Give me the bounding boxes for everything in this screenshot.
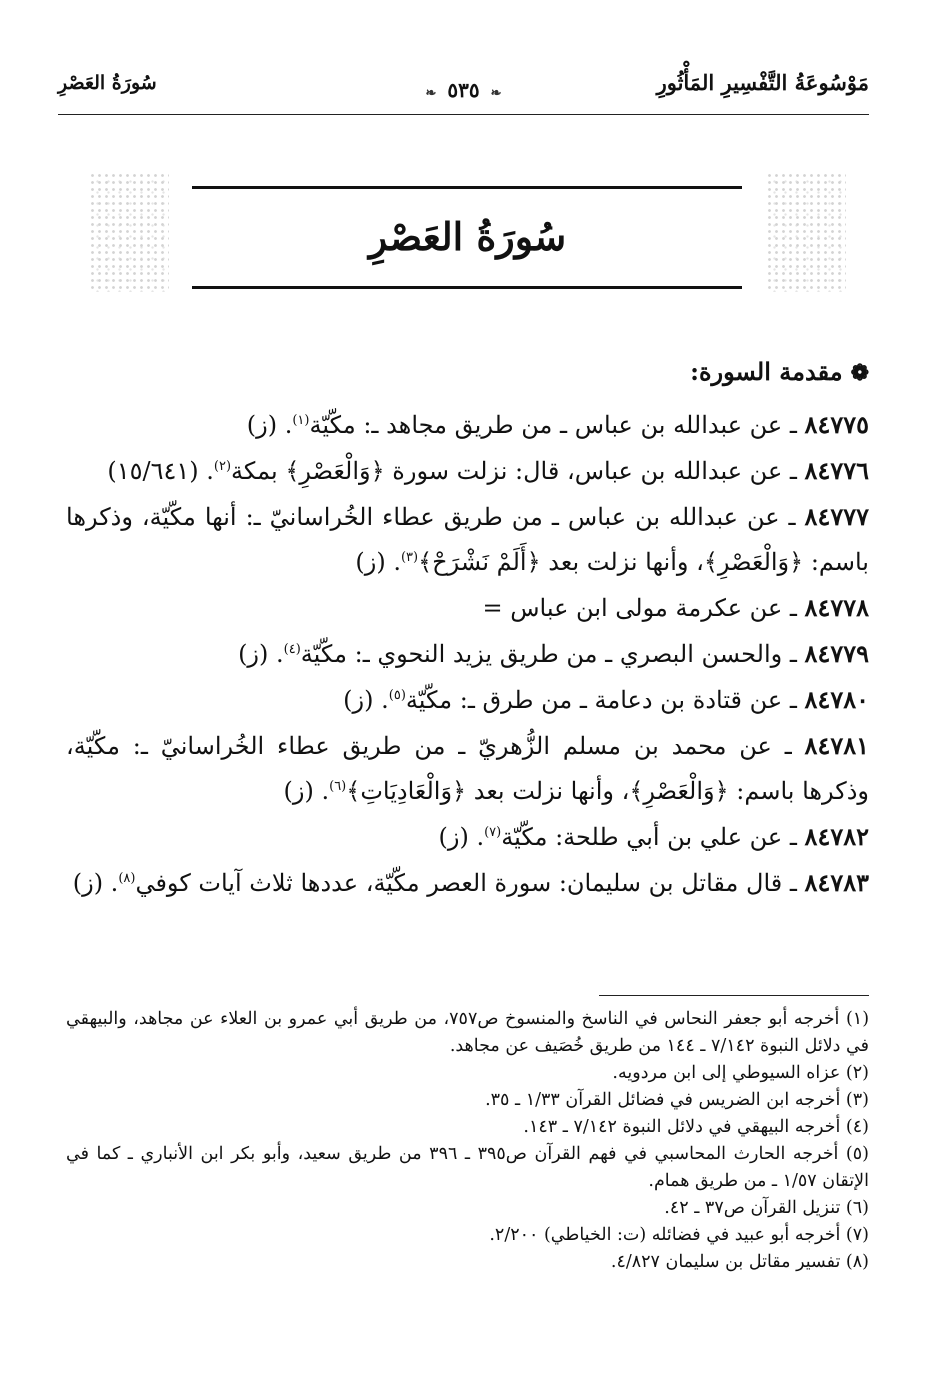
entry-text: ـ عن عبدالله بن عباس، قال: نزلت سورة ﴿وَالْعَصْرِ﴾ بمكة — [231, 457, 805, 485]
section-heading — [690, 357, 869, 386]
entry-suffix: . (ز) — [438, 823, 485, 851]
entry-text: ـ عن محمد بن مسلم الزُّهريّ ـ من طريق عطاء الخُراسانيّ ـ: مكّيّة، وذكرها باسم: ﴿وَالْعَصْرِ﴾، وأنها نزلت بعد ﴿وَالْعَادِيَاتِ﴾ — [66, 732, 869, 805]
entry-number: ٨٤٧٨١ — [804, 731, 869, 760]
footnote: (٤) أخرجه البيهقي في دلائل النبوة ٧/١٤٢ ـ ١٤٣. — [523, 1117, 869, 1137]
entry-number: ٨٤٧٧٨ — [804, 593, 869, 622]
entry-text: ـ عن عبدالله بن عباس ـ من طريق عطاء الخُراسانيّ ـ: أنها مكّيّة، وذكرها باسم: ﴿وَالْعَصْرِ﴾، وأنها نزلت بعد ﴿أَلَمْ نَشْرَحْ﴾ — [66, 503, 869, 576]
surah-title-banner — [85, 172, 850, 302]
footnote: (١) أخرجه أبو جعفر النحاس في الناسخ والمنسوخ ص٧٥٧، من طريق أبي عمرو بن العلاء عن مجاهد، والبيهقي في دلائل النبوة ٧/١٤٢ ـ ١٤٤ من طريق خُصَيف عن مجاهد. — [66, 1009, 870, 1056]
ornament-icon: ❧ — [425, 86, 437, 101]
entry-suffix: . (ز) — [238, 640, 284, 668]
footnote: (٣) أخرجه ابن الضريس في فضائل القرآن ١/٣٣ ـ ٣٥. — [485, 1090, 869, 1110]
entry — [66, 585, 869, 631]
entry-text: ـ والحسن البصري ـ من طريق يزيد النحوي ـ: مكّيّة — [300, 640, 805, 668]
entry-text: ـ عن عبدالله بن عباس ـ من طريق مجاهد ـ: مكّيّة — [309, 411, 805, 439]
entry-suffix: . (ز) — [355, 548, 401, 576]
entry — [66, 723, 869, 814]
footnote-ref: (١) — [292, 413, 310, 428]
footnote-ref: (٢) — [213, 459, 232, 474]
footnote-ref: (٤) — [283, 642, 301, 657]
footnote: (٧) أخرجه أبو عبيد في فضائله (ت: الخياطي) ٢/٢٠٠. — [489, 1225, 869, 1245]
footnote: (٢) عزاه السيوطي إلى ابن مردويه. — [612, 1063, 869, 1083]
entry-text: ـ قال مقاتل بن سليمان: سورة العصر مكّيّة، عددها ثلاث آيات كوفي — [135, 869, 805, 897]
entry — [66, 402, 869, 448]
entry — [66, 448, 869, 494]
running-surah-name: سُورَةُ العَصْرِ — [58, 72, 157, 94]
banner-rule-top — [192, 186, 742, 189]
running-header — [58, 62, 869, 115]
footnotes — [66, 1006, 869, 1276]
footnote-ref: (٦) — [329, 779, 347, 794]
footnote-separator — [599, 995, 869, 996]
entry-suffix: . (١٥/٦٤١) — [107, 457, 214, 485]
entry-number: ٨٤٧٨٠ — [804, 685, 869, 714]
section-heading-text: مقدمة السورة: — [690, 357, 843, 386]
footnote: (٥) أخرجه الحارث المحاسبي في فهم القرآن ص٣٩٥ ـ ٣٩٦ من طريق سعيد، وأبو بكر ابن الأنباري ـ كما في الإتقان ١/٥٧ ـ من طريق همام. — [66, 1144, 869, 1191]
entry-suffix: . (ز) — [343, 686, 389, 714]
footnote: (٦) تنزيل القرآن ص٣٧ ـ ٤٢. — [664, 1198, 869, 1218]
entries-list — [66, 402, 869, 906]
banner-rule-bottom — [192, 286, 742, 289]
entry-number: ٨٤٧٧٦ — [804, 456, 869, 485]
entry-number: ٨٤٧٨٣ — [804, 868, 869, 897]
entry — [66, 860, 869, 906]
ornament-icon: ❧ — [490, 86, 502, 101]
entry-number: ٨٤٧٧٥ — [804, 410, 869, 439]
entry — [66, 494, 869, 585]
footnote-ref: (٣) — [400, 550, 419, 565]
entry-text: ـ عن قتادة بن دعامة ـ من طرق ـ: مكّيّة — [405, 686, 805, 714]
entry-suffix: . (ز) — [72, 869, 119, 897]
footnote-ref: (٧) — [484, 825, 502, 840]
entry — [66, 814, 869, 860]
entry-text: ـ عن علي بن أبي طلحة: مكّيّة — [501, 823, 805, 851]
surah-title: سُورَةُ العَصْرِ — [368, 214, 567, 259]
footnote: (٨) تفسير مقاتل بن سليمان ٤/٨٢٧. — [610, 1252, 869, 1272]
page-number: ٥٣٥ — [447, 78, 480, 102]
entry-suffix: . (ز) — [246, 411, 293, 439]
flower-icon: ❁ — [850, 360, 869, 386]
entry-number: ٨٤٧٧٩ — [804, 639, 869, 668]
entry — [66, 631, 869, 677]
entry — [66, 677, 869, 723]
entry-suffix: . (ز) — [283, 777, 330, 805]
book-title: مَوْسُوعَةُ التَّفْسِيرِ المَأْثُورِ — [656, 70, 869, 95]
footnote-ref: (٨) — [118, 871, 136, 886]
footnote-ref: (٥) — [388, 688, 406, 703]
entry-number: ٨٤٧٧٧ — [804, 502, 869, 531]
entry-text: ـ عن عكرمة مولى ابن عباس = — [482, 594, 805, 622]
entry-number: ٨٤٧٨٢ — [804, 822, 869, 851]
page-number-block — [422, 78, 506, 102]
